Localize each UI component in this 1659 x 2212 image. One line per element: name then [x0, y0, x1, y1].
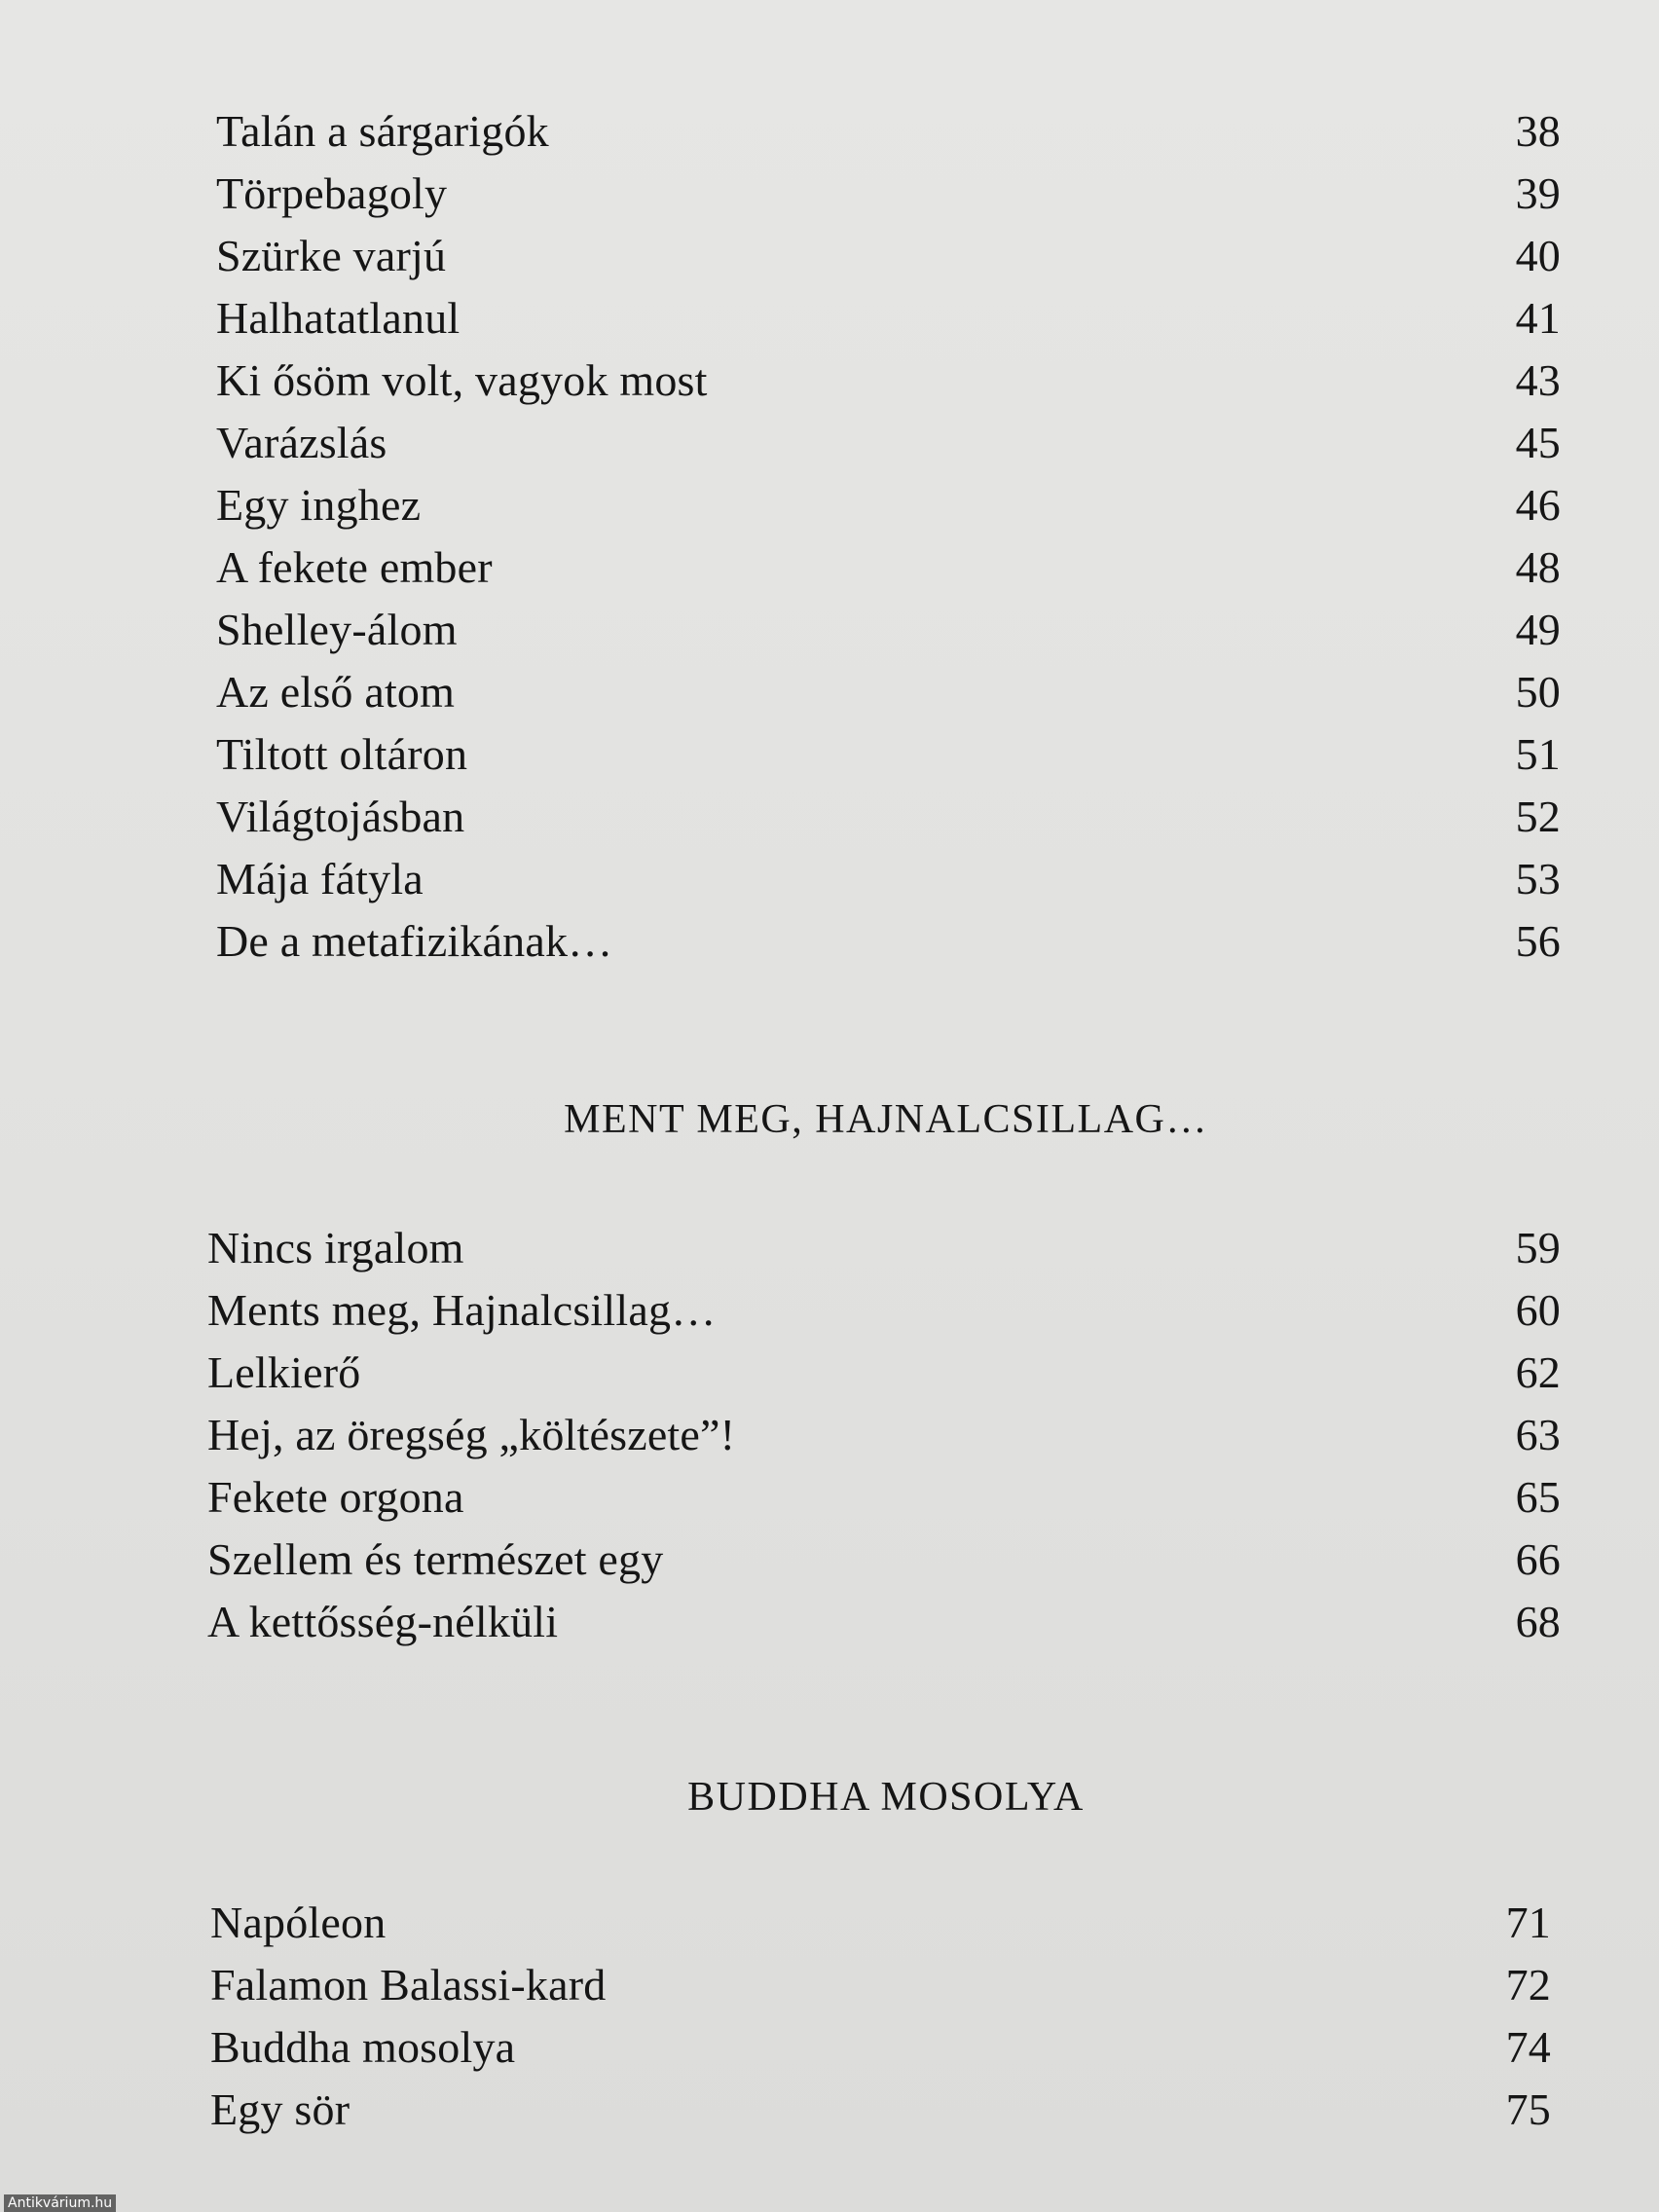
entry-title: Varázslás [216, 418, 387, 467]
entry-page: 72 [1505, 1960, 1551, 2009]
entry-page: 68 [1515, 1597, 1561, 1646]
entry-title: Egy sör [210, 2084, 350, 2134]
toc-section-2 [0, 1217, 1659, 1653]
entry-title: Napóleon [210, 1898, 387, 1947]
toc-entry [0, 100, 1659, 163]
entry-page: 53 [1515, 854, 1561, 903]
entry-page: 71 [1505, 1898, 1551, 1947]
entry-page: 56 [1515, 916, 1561, 966]
entry-title: Fekete orgona [207, 1472, 464, 1522]
toc-entry [0, 474, 1659, 536]
toc-entry [0, 599, 1659, 661]
section-heading: BUDDHA MOSOLYA [687, 1775, 1085, 1820]
entry-title: Törpebagoly [216, 168, 448, 218]
entry-page: 52 [1515, 792, 1561, 841]
toc-list [0, 100, 1659, 973]
toc-entry [0, 412, 1659, 474]
toc-entry [0, 225, 1659, 287]
entry-page: 51 [1515, 729, 1561, 779]
entry-page: 62 [1515, 1347, 1561, 1397]
entry-title: Buddha mosolya [210, 2022, 516, 2072]
toc-entry [0, 536, 1659, 599]
entry-title: Talán a sárgarigók [216, 106, 549, 156]
entry-page: 65 [1515, 1472, 1561, 1522]
toc-entry [0, 1217, 1659, 1279]
section-heading: MENT MEG, HAJNALCSILLAG… [564, 1097, 1208, 1142]
entry-page: 74 [1505, 2022, 1551, 2072]
toc-entry [0, 661, 1659, 723]
toc-entry [0, 1466, 1659, 1529]
toc-entry [0, 163, 1659, 225]
entry-page: 45 [1515, 418, 1561, 467]
entry-page: 40 [1515, 231, 1561, 280]
toc-entry [0, 1591, 1659, 1653]
entry-title: Halhatatlanul [216, 293, 461, 343]
entry-title: Lelkierő [207, 1347, 361, 1397]
toc-entry [0, 2079, 1659, 2141]
entry-title: Egy inghez [216, 480, 422, 530]
toc-entry [0, 1892, 1659, 1954]
entry-title: A kettősség-nélküli [207, 1597, 559, 1646]
watermark: Antikvárium.hu [4, 2194, 116, 2212]
entry-title: Világtojásban [216, 792, 465, 841]
toc-entry [0, 2016, 1659, 2079]
entry-title: Ki ősöm volt, vagyok most [216, 355, 708, 405]
entry-title: Szürke varjú [216, 231, 447, 280]
entry-title: Szellem és természet egy [207, 1534, 664, 1584]
toc-entry [0, 910, 1659, 973]
toc-section-1 [0, 100, 1659, 973]
entry-page: 60 [1515, 1285, 1561, 1335]
entry-page: 43 [1515, 355, 1561, 405]
entry-page: 48 [1515, 542, 1561, 592]
toc-entry [0, 350, 1659, 412]
toc-entry [0, 1529, 1659, 1591]
toc-entry [0, 1954, 1659, 2016]
toc-section-3 [0, 1892, 1659, 2141]
entry-page: 63 [1515, 1410, 1561, 1459]
toc-entry [0, 287, 1659, 350]
entry-page: 46 [1515, 480, 1561, 530]
toc-entry [0, 723, 1659, 786]
entry-page: 38 [1515, 106, 1561, 156]
entry-title: Az első atom [216, 667, 456, 717]
entry-title: Falamon Balassi-kard [210, 1960, 607, 2009]
entry-page: 66 [1515, 1534, 1561, 1584]
entry-title: Hej, az öregség „költészete”! [207, 1410, 736, 1459]
entry-page: 75 [1505, 2084, 1551, 2134]
entry-title: Nincs irgalom [207, 1223, 464, 1272]
entry-page: 50 [1515, 667, 1561, 717]
toc-list [0, 1892, 1659, 2141]
toc-entry [0, 848, 1659, 910]
entry-title: Mája fátyla [216, 854, 424, 903]
entry-title: Ments meg, Hajnalcsillag… [207, 1285, 717, 1335]
toc-entry [0, 1342, 1659, 1404]
entry-title: A fekete ember [216, 542, 493, 592]
entry-title: Shelley-álom [216, 605, 458, 654]
toc-entry [0, 1404, 1659, 1466]
entry-page: 59 [1515, 1223, 1561, 1272]
entry-page: 41 [1515, 293, 1561, 343]
entry-page: 49 [1515, 605, 1561, 654]
toc-list [0, 1217, 1659, 1653]
toc-entry [0, 786, 1659, 848]
toc-entry [0, 1279, 1659, 1342]
entry-title: Tiltott oltáron [216, 729, 468, 779]
entry-title: De a metafizikának… [216, 916, 613, 966]
entry-page: 39 [1515, 168, 1561, 218]
